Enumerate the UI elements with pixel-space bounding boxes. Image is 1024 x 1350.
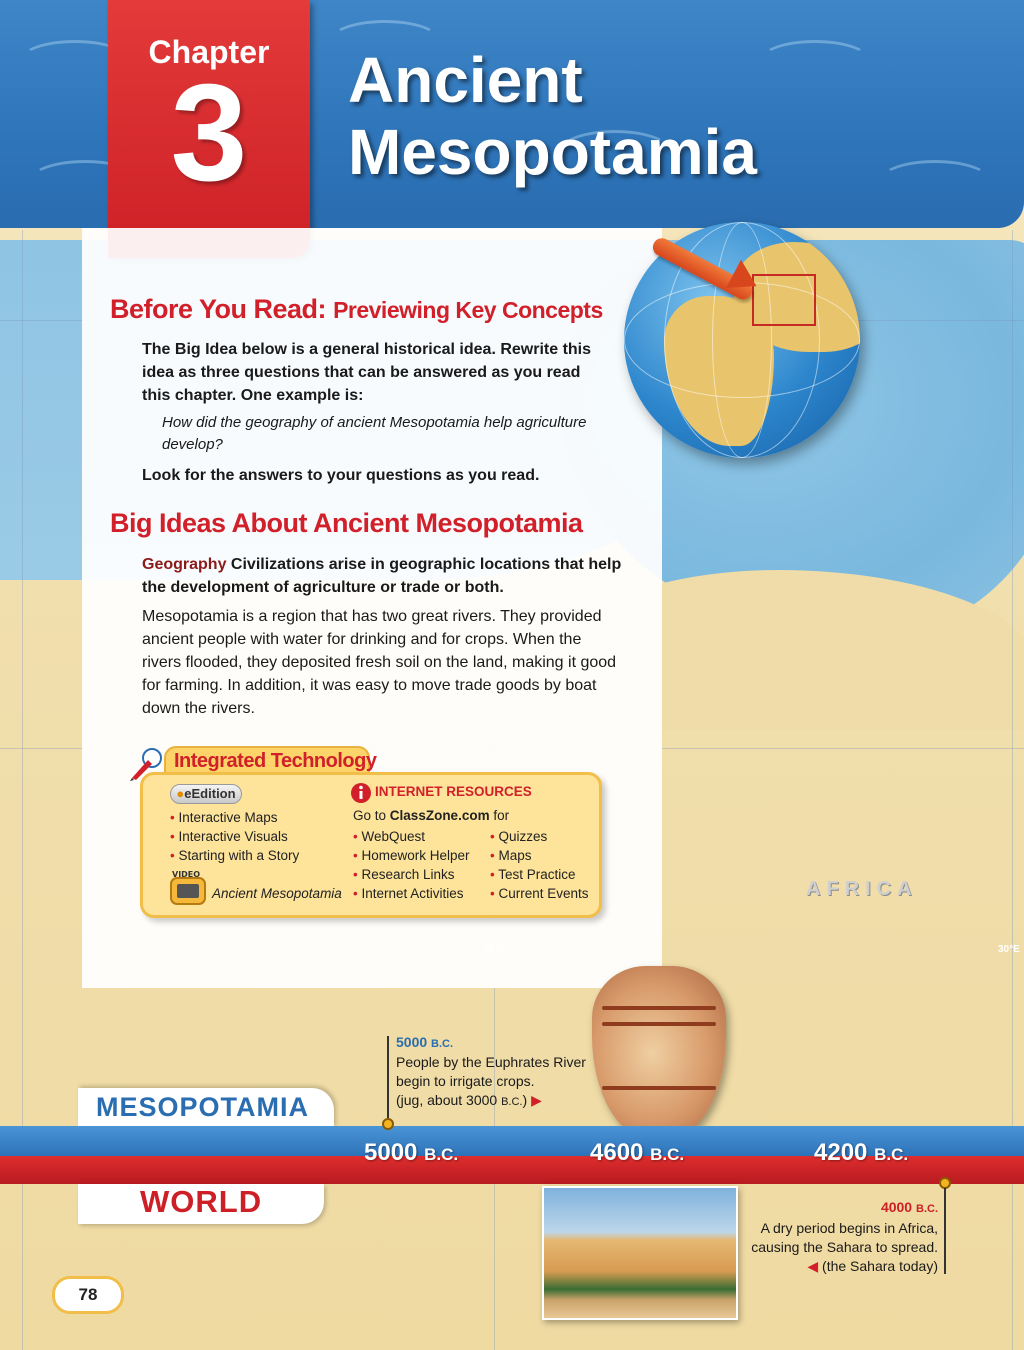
big-idea-statement bbox=[142, 553, 624, 599]
timeline-tick: 4200 B.C. bbox=[814, 1139, 909, 1166]
pen-icon bbox=[128, 746, 164, 782]
list-item[interactable]: • Interactive Visuals bbox=[170, 829, 288, 844]
event-marker-line bbox=[944, 1188, 946, 1274]
mesopotamia-row-label: MESOPOTAMIA bbox=[96, 1092, 309, 1122]
classzone-link[interactable]: ClassZone.com bbox=[389, 808, 490, 823]
go-to-line: Go to ClassZone.com for bbox=[353, 808, 510, 823]
before-you-read-intro: The Big Idea below is a general historical idea. Rewrite this idea as three questions that can be answered as you read this chapter. One example is: bbox=[142, 341, 592, 404]
integrated-technology-title: Integrated Technology bbox=[174, 750, 377, 772]
timeline-tick: 4600 B.C. bbox=[590, 1139, 685, 1166]
list-item[interactable]: • Interactive Maps bbox=[170, 810, 278, 825]
list-item[interactable]: • Internet Activities bbox=[353, 886, 464, 901]
chapter-label: Chapter bbox=[148, 34, 270, 70]
chapter-title-line: Mesopotamia bbox=[348, 116, 757, 189]
video-caption[interactable]: Ancient Mesopotamia bbox=[212, 886, 342, 901]
map-label-africa: AFRICA bbox=[806, 878, 918, 900]
list-item[interactable]: • Test Practice bbox=[490, 867, 576, 882]
big-idea-text: Civilizations arise in geographic locations that help the development of agriculture or trade or both. bbox=[142, 556, 622, 596]
chapter-title bbox=[348, 44, 1008, 189]
example-question: How did the geography of ancient Mesopotamia help agriculture develop? bbox=[162, 414, 587, 453]
chapter-title-line: Ancient bbox=[348, 44, 583, 116]
chapter-tab bbox=[108, 0, 310, 258]
list-item[interactable]: • Starting with a Story bbox=[170, 848, 300, 863]
big-ideas-heading: Big Ideas About Ancient Mesopotamia bbox=[110, 508, 583, 538]
heading-main: Before You Read: bbox=[110, 294, 327, 324]
list-item[interactable]: • Current Events bbox=[490, 886, 589, 901]
event-caption: ◀ (the Sahara today) bbox=[807, 1258, 938, 1274]
event-text: A dry period begins in Africa, causing the Sahara to spread. ◀ (the Sahara today) bbox=[744, 1219, 938, 1276]
eedition-list bbox=[170, 808, 340, 865]
before-you-read-closing: Look for the answers to your questions as you read. bbox=[142, 467, 540, 484]
sahara-photo bbox=[542, 1186, 738, 1320]
timeline-tick: 5000 B.C. bbox=[364, 1139, 459, 1166]
eedition-icon: ● bbox=[176, 786, 185, 801]
info-icon bbox=[350, 782, 372, 804]
svg-text:VIDEO: VIDEO bbox=[172, 870, 201, 879]
big-idea-body: Mesopotamia is a region that has two great rivers. They provided ancient people with water for drinking and for crops. When the rivers flooded, they deposited fresh soil on the land, making it good for farming. In addition, it was easy to move trade goods by boat down the rivers. bbox=[142, 608, 617, 717]
big-idea-topic: Geography bbox=[142, 556, 227, 573]
arrow-left-icon: ◀ bbox=[807, 1258, 819, 1274]
jug-decoration bbox=[602, 1086, 716, 1090]
world-row-label: WORLD bbox=[140, 1184, 263, 1219]
list-item[interactable]: • Research Links bbox=[353, 867, 455, 882]
internet-list-1 bbox=[353, 827, 493, 903]
eedition-label: eEdition bbox=[184, 786, 236, 801]
longitude-label: 30°E bbox=[998, 944, 1020, 955]
heading-sub: Previewing Key Concepts bbox=[333, 297, 603, 323]
list-item[interactable]: • Quizzes bbox=[490, 829, 548, 844]
list-item[interactable]: • Homework Helper bbox=[353, 848, 470, 863]
event-caption: (jug, about 3000 B.C.) ▶ bbox=[396, 1092, 542, 1108]
internet-resources-title: INTERNET RESOURCES bbox=[375, 784, 532, 799]
globe-image bbox=[624, 222, 860, 458]
video-icon[interactable] bbox=[168, 868, 208, 908]
chapter-number: 3 bbox=[170, 56, 248, 210]
event-marker-line bbox=[387, 1036, 389, 1124]
event-marker-dot bbox=[382, 1118, 394, 1130]
event-text: People by the Euphrates River begin to irrigate crops. (jug, about 3000 B.C.) ▶ bbox=[396, 1053, 596, 1112]
list-item[interactable]: • WebQuest bbox=[353, 829, 426, 844]
eedition-badge[interactable] bbox=[170, 784, 242, 804]
internet-list-2 bbox=[490, 827, 600, 903]
page-number: 78 bbox=[52, 1276, 124, 1314]
arrow-right-icon: ▶ bbox=[531, 1092, 542, 1108]
mesopotamia-locator-box bbox=[752, 274, 816, 326]
before-you-read-heading bbox=[110, 294, 603, 325]
jug-decoration bbox=[602, 1022, 716, 1026]
jug-decoration bbox=[602, 1006, 716, 1010]
event-date: 4000 B.C. bbox=[880, 1199, 938, 1215]
list-item[interactable]: • Maps bbox=[490, 848, 532, 863]
event-date: 5000 B.C. bbox=[396, 1034, 454, 1050]
